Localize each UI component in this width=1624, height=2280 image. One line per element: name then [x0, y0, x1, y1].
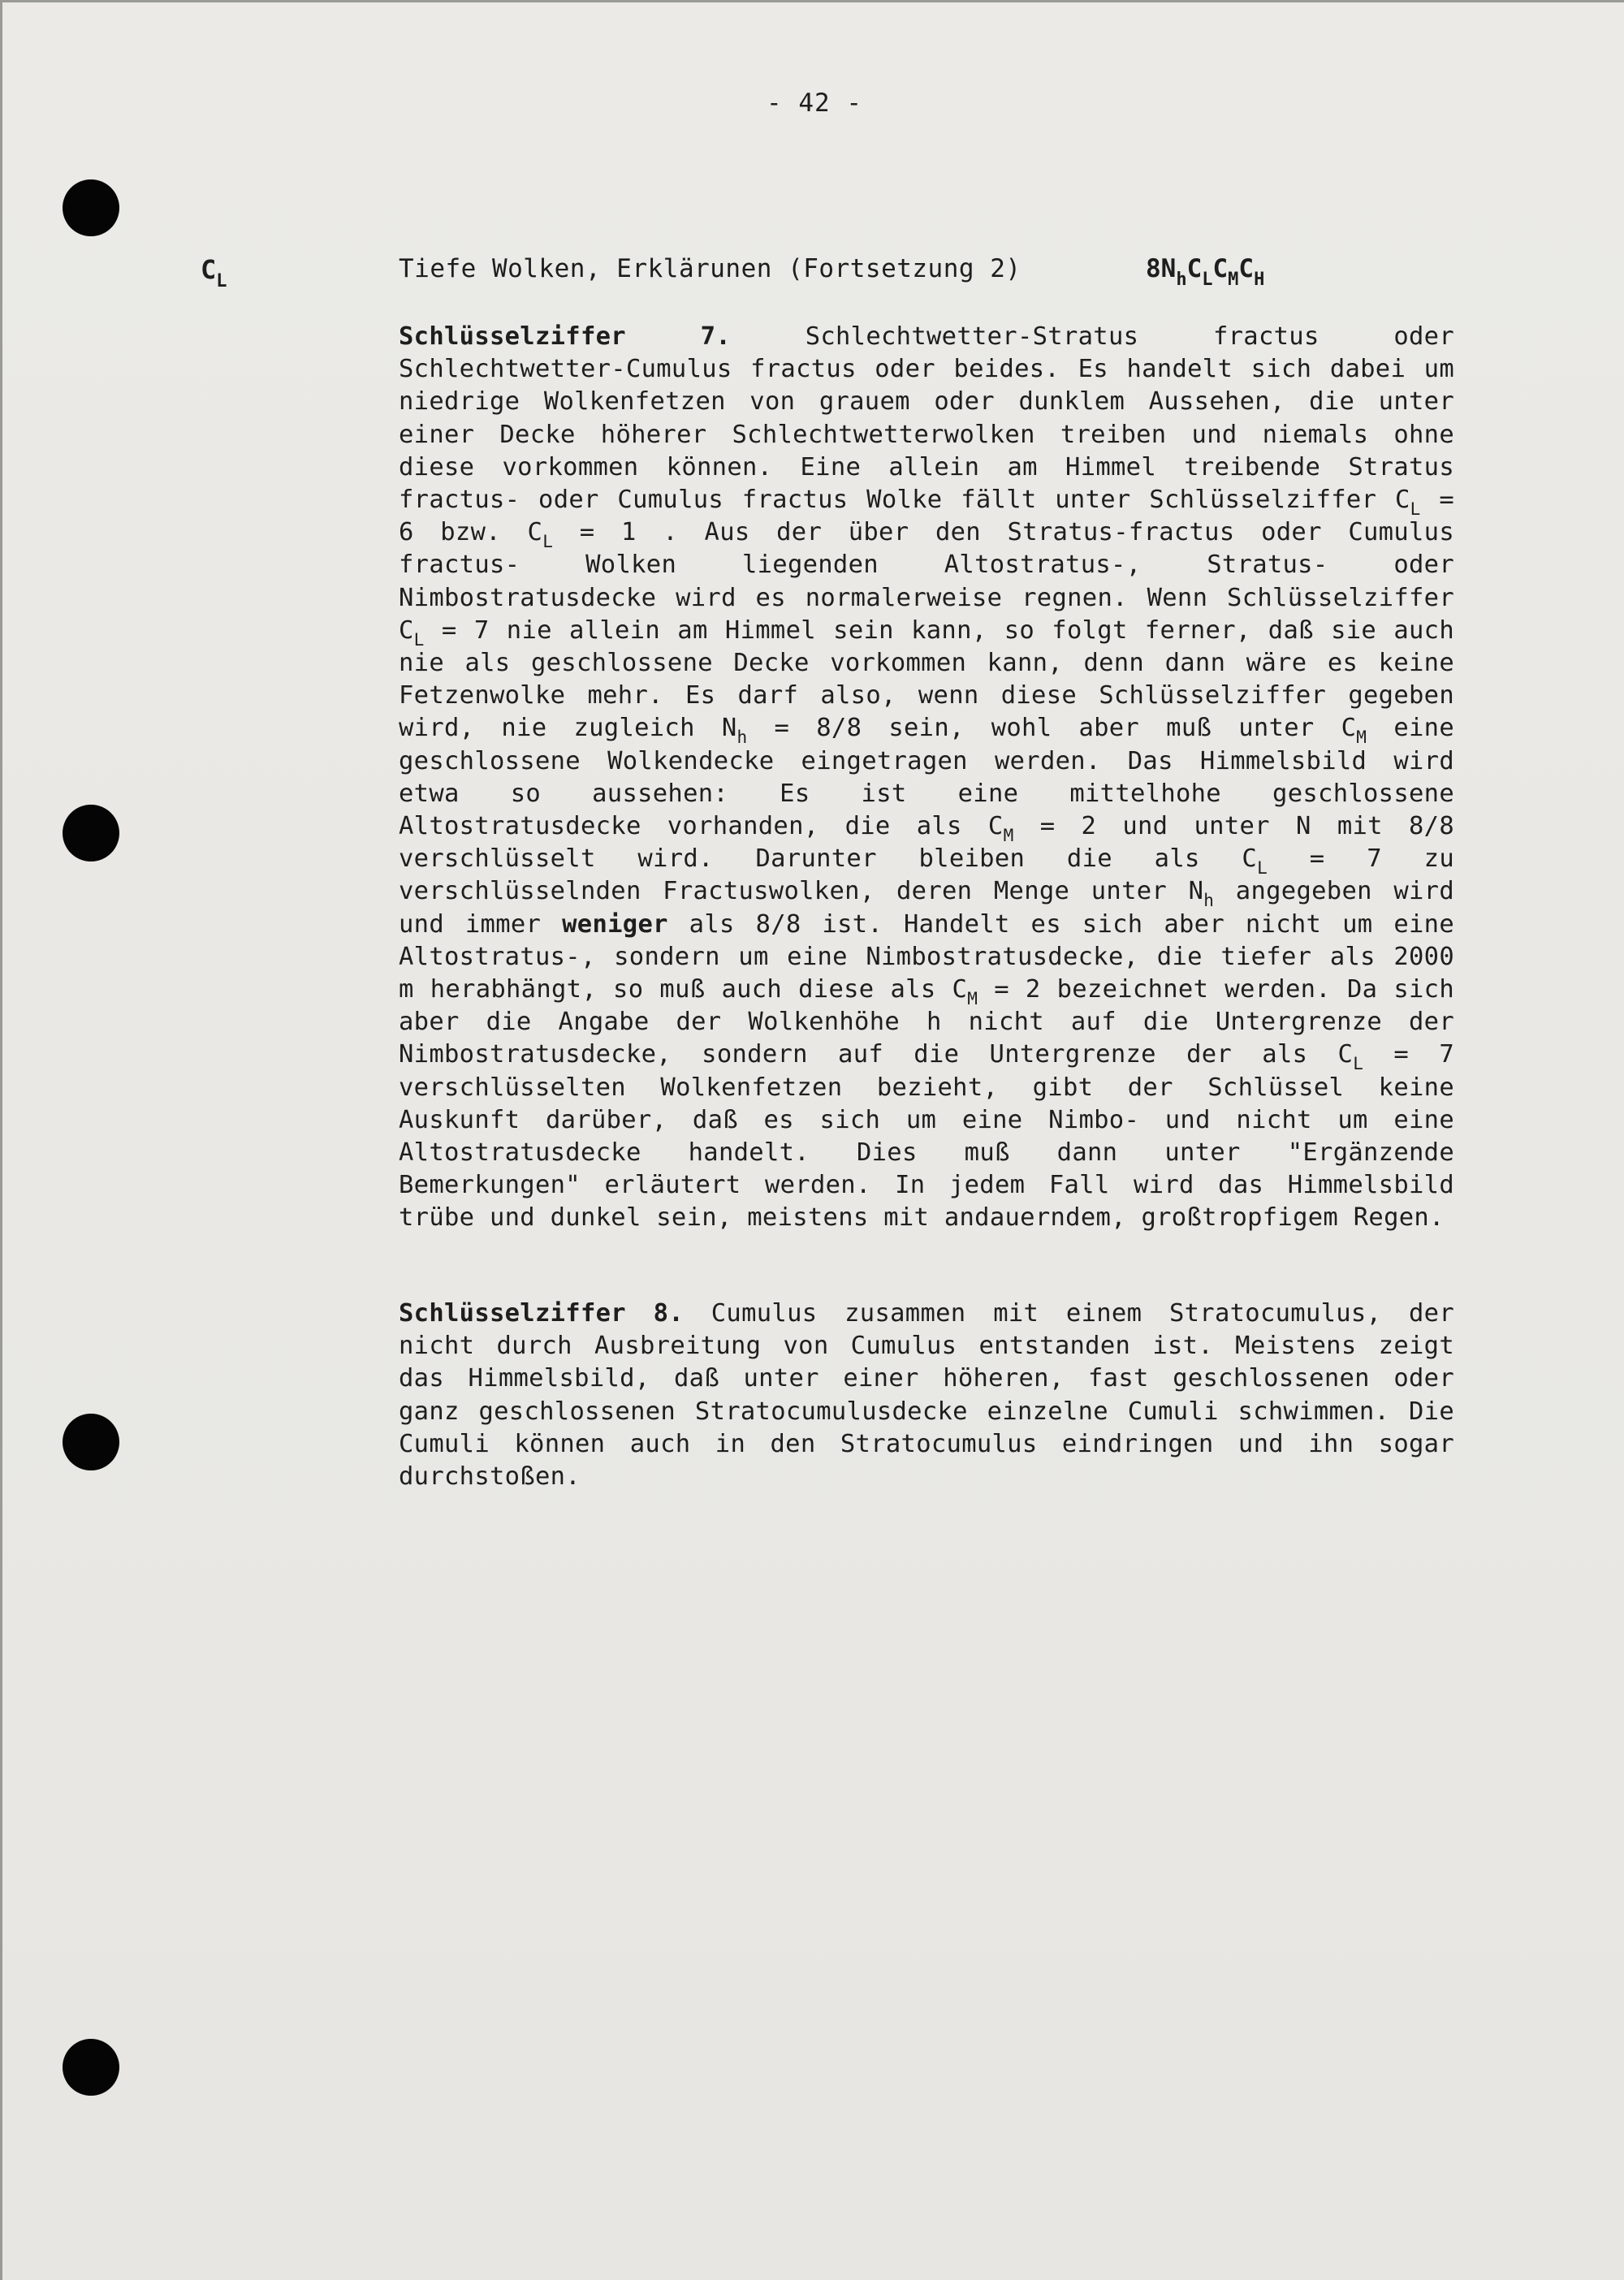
margin-symbol: $C_L$: [201, 254, 227, 291]
section-heading: Tiefe Wolken, Erklärunen (Fortsetzung 2): [399, 254, 1021, 283]
paragraph-label: Schlüsselziffer 7.: [399, 322, 731, 351]
punch-hole: [63, 2039, 119, 2096]
paragraph-code-7: Schlüsselziffer 7. Schlechtwetter-Stratus fractus oder Schlechtwetter-Cumulus fractus oder beides. Es handelt sich dabei um niedrige Wolkenfetzen von grauem oder dunklem Aussehen, die unter einer Decke höherer Schlechtwetterwolken treiben und niemals ohne diese vorkommen können. Eine allein am Himmel treibende Stratus fractus- oder Cumulus fractus Wolke fällt unter Schlüsselziffer $C_L = 6$ bzw. $C_L = 1$ . Aus der über den Stratus-fractus oder Cumulus fractus- Wolken liegenden Altostratus-, Stratus- oder Nimbostratusdecke wird es normalerweise regnen. Wenn Schlüsselziffer $C_L = 7$ nie allein am Himmel sein kann, so folgt ferner, daß sie auch nie als geschlossene Decke vorkommen kann, denn dann wäre es keine Fetzenwolke mehr. Es darf also, wenn diese Schlüsselziffer gegeben wird, nie zugleich $N_h = 8/8$ sein, wohl aber muß unter $C_M$ eine geschlossene Wolkendecke eingetragen werden. Das Himmelsbild wird etwa so aussehen: Es ist eine mittelhohe geschlossene Altostratusdecke vorhanden, die als $C_M = 2$ und unter N mit 8/8 verschlüsselt wird. Darunter bleiben die als $C_L = 7$ zu verschlüsselnden Fractuswolken, deren Menge unter $N_h$ angegeben wird und immer weniger als 8/8 ist. Handelt es sich aber nicht um eine Altostratus-, sondern um eine Nimbostratusdecke, die tiefer als 2000 m herabhängt, so muß auch diese als $C_M = 2$ bezeichnet werden. Da sich aber die Angabe der Wolkenhöhe h nicht auf die Untergrenze der Nimbostratusdecke, sondern auf die Untergrenze der als $C_L = 7$ verschlüsselten Wolkenfetzen bezieht, gibt der Schlüssel keine Auskunft darüber, daß es sich um eine Nimbo- und nicht um eine Altostratusdecke handelt. Dies muß dann unter "Ergänzende Bemerkungen" erläutert werden. In jedem Fall wird das Himmelsbild trübe und dunkel sein, meistens mit andauerndem, großtropfigem Regen.: [399, 322, 1454, 1233]
code-group: $8N_hC_LC_MC_H$: [1146, 254, 1265, 290]
paragraph-code-8: Schlüsselziffer 8. Cumulus zusammen mit einem Stratocumulus, der nicht durch Ausbreitung von Cumulus entstanden ist. Meistens zeigt das Himmelsbild, daß unter einer höheren, fast geschlossenen oder ganz geschlossenen Stratocumulusdecke einzelne Cumuli schwimmen. Die Cumuli können auch in den Stratocumulus eindringen und ihn sogar durchstoßen.: [399, 1299, 1454, 1492]
page-number: - 42 -: [767, 89, 862, 118]
punch-hole: [63, 805, 119, 861]
paragraph-label: Schlüsselziffer 8.: [399, 1299, 685, 1328]
punch-hole: [63, 1414, 119, 1470]
punch-hole: [63, 179, 119, 236]
